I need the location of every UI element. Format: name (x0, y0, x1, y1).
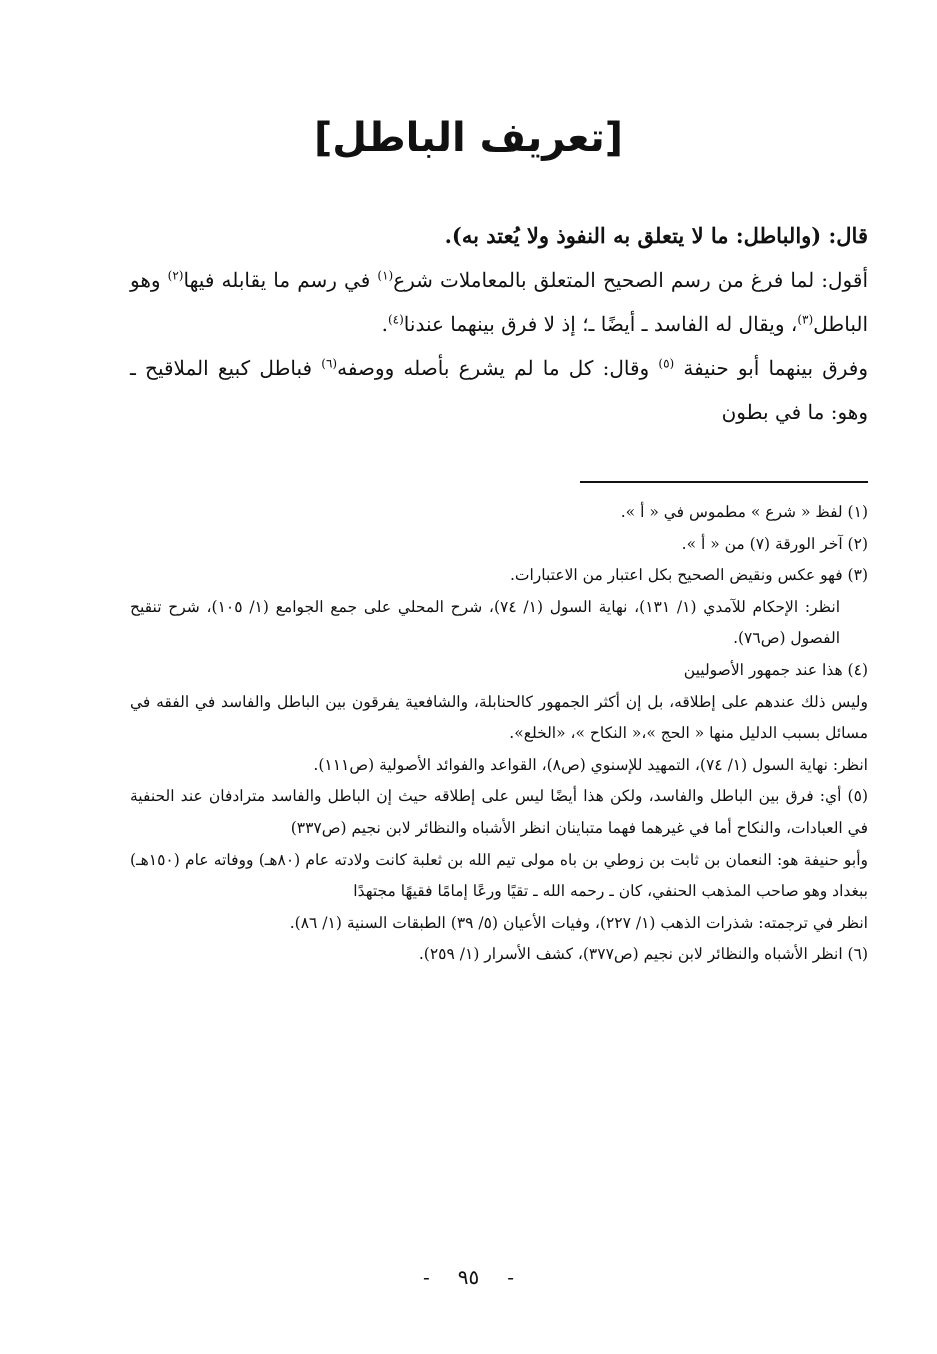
page-number-dash: - (507, 1265, 514, 1289)
paragraph-text: في رسم ما يقابله فيها (183, 268, 378, 292)
footnote-marker: (٢) (167, 268, 184, 283)
paragraph-text: ، ويقال له الفاسد ـ أيضًا ـ؛ إذ لا فرق بينهما عندنا (403, 312, 798, 336)
footnote-4-note: وليس ذلك عندهم على إطلاقه، بل إن أكثر الجمهور كالحنابلة، والشافعية يفرقون بين الباطل والفاسد في الفقه في مسائل بسبب الدليل منها « الحج »،« النكاح »، «الخلع». (130, 692, 868, 743)
paragraph-text: فباطل كبيع الملاقيح ـ وهو: ما في بطون (130, 356, 868, 424)
footnote-marker: (٥) (658, 356, 675, 371)
paragraph-text: أقول: لما فرغ من رسم الصحيح المتعلق بالمعاملات شرع (393, 268, 869, 292)
page-number-dash: - (422, 1265, 430, 1289)
page-number (0, 1262, 937, 1292)
paragraph-difference (130, 346, 868, 434)
page-number-value: ٩٥ (457, 1265, 480, 1289)
footnote-marker: (٦) (321, 356, 338, 371)
footnote-5-reference: انظر في ترجمته: شذرات الذهب (١/ ٢٢٧)، وفيات الأعيان (٥/ ٣٩) الطبقات السنية (١/ ٨٦). (289, 913, 868, 932)
footnote-3-reference: انظر: الإحكام للآمدي (١/ ١٣١)، نهاية السول (١/ ٧٤)، شرح المحلي على جمع الجوامع (١/ ١٠٥)، شرح تنقيح الفصول (ص٧٦). (130, 597, 841, 648)
paragraph-text: وفرق بينهما أبو حنيفة (674, 356, 868, 380)
footnote-separator (580, 481, 868, 483)
footnote-6: (٦) انظر الأشباه والنظائر لابن نجيم (ص٣٧٧)، كشف الأسرار (١/ ٢٥٩). (418, 945, 868, 964)
footnote-3: (٣) فهو عكس ونقيض الصحيح بكل اعتبار من الاعتبارات. (509, 566, 868, 585)
footnote-4-reference: انظر: نهاية السول (١/ ٧٤)، التمهيد للإسنوي (ص٨)، القواعد والفوائد الأصولية (ص١١١). (313, 755, 868, 774)
footnotes (130, 497, 868, 971)
paragraph-text: وهو الباطل (130, 268, 868, 336)
footnote-marker: (٣) (797, 312, 814, 327)
footnote-4: (٤) هذا عند جمهور الأصوليين (683, 660, 868, 679)
paragraph-text: وقال: كل ما لم يشرع بأصله ووصفه (337, 356, 659, 380)
paragraph-commentary (130, 258, 868, 346)
footnote-5: (٥) أي: فرق بين الباطل والفاسد، ولكن هذا أيضًا ليس على إطلاقه حيث إن الباطل والفاسد مترادفان عند الحنفية في العبادات، والنكاح أما في غيرهما فهما متباينان انظر الأشباه والنظائر لابن نجيم (ص٣٣٧) (130, 787, 868, 837)
footnote-marker: (٤) (387, 312, 404, 327)
footnote-1: (١) لفظ « شرع » مطموس في « أ ». (620, 503, 868, 521)
section-title: [تعريف الباطل] (313, 115, 624, 161)
main-text (130, 214, 868, 434)
footnote-marker: (١) (377, 268, 394, 283)
quoted-definition: قال: (والباطل: ما لا يتعلق به النفوذ ولا يُعتد به). (444, 223, 868, 248)
paragraph-text: . (381, 312, 388, 336)
footnote-5-biography: وأبو حنيفة هو: النعمان بن ثابت بن زوطي بن باه مولى تيم الله بن ثعلبة كانت ولادته عام (٨٠هـ) ووفاته عام (١٥٠هـ) ببغداد وهو صاحب المذهب الحنفي، كان ـ رحمه الله ـ تقيًا ورعًا إمامًا فقيهًا مجتهدًا (130, 850, 868, 901)
footnote-2: (٢) آخر الورقة (٧) من « أ ». (681, 534, 868, 553)
